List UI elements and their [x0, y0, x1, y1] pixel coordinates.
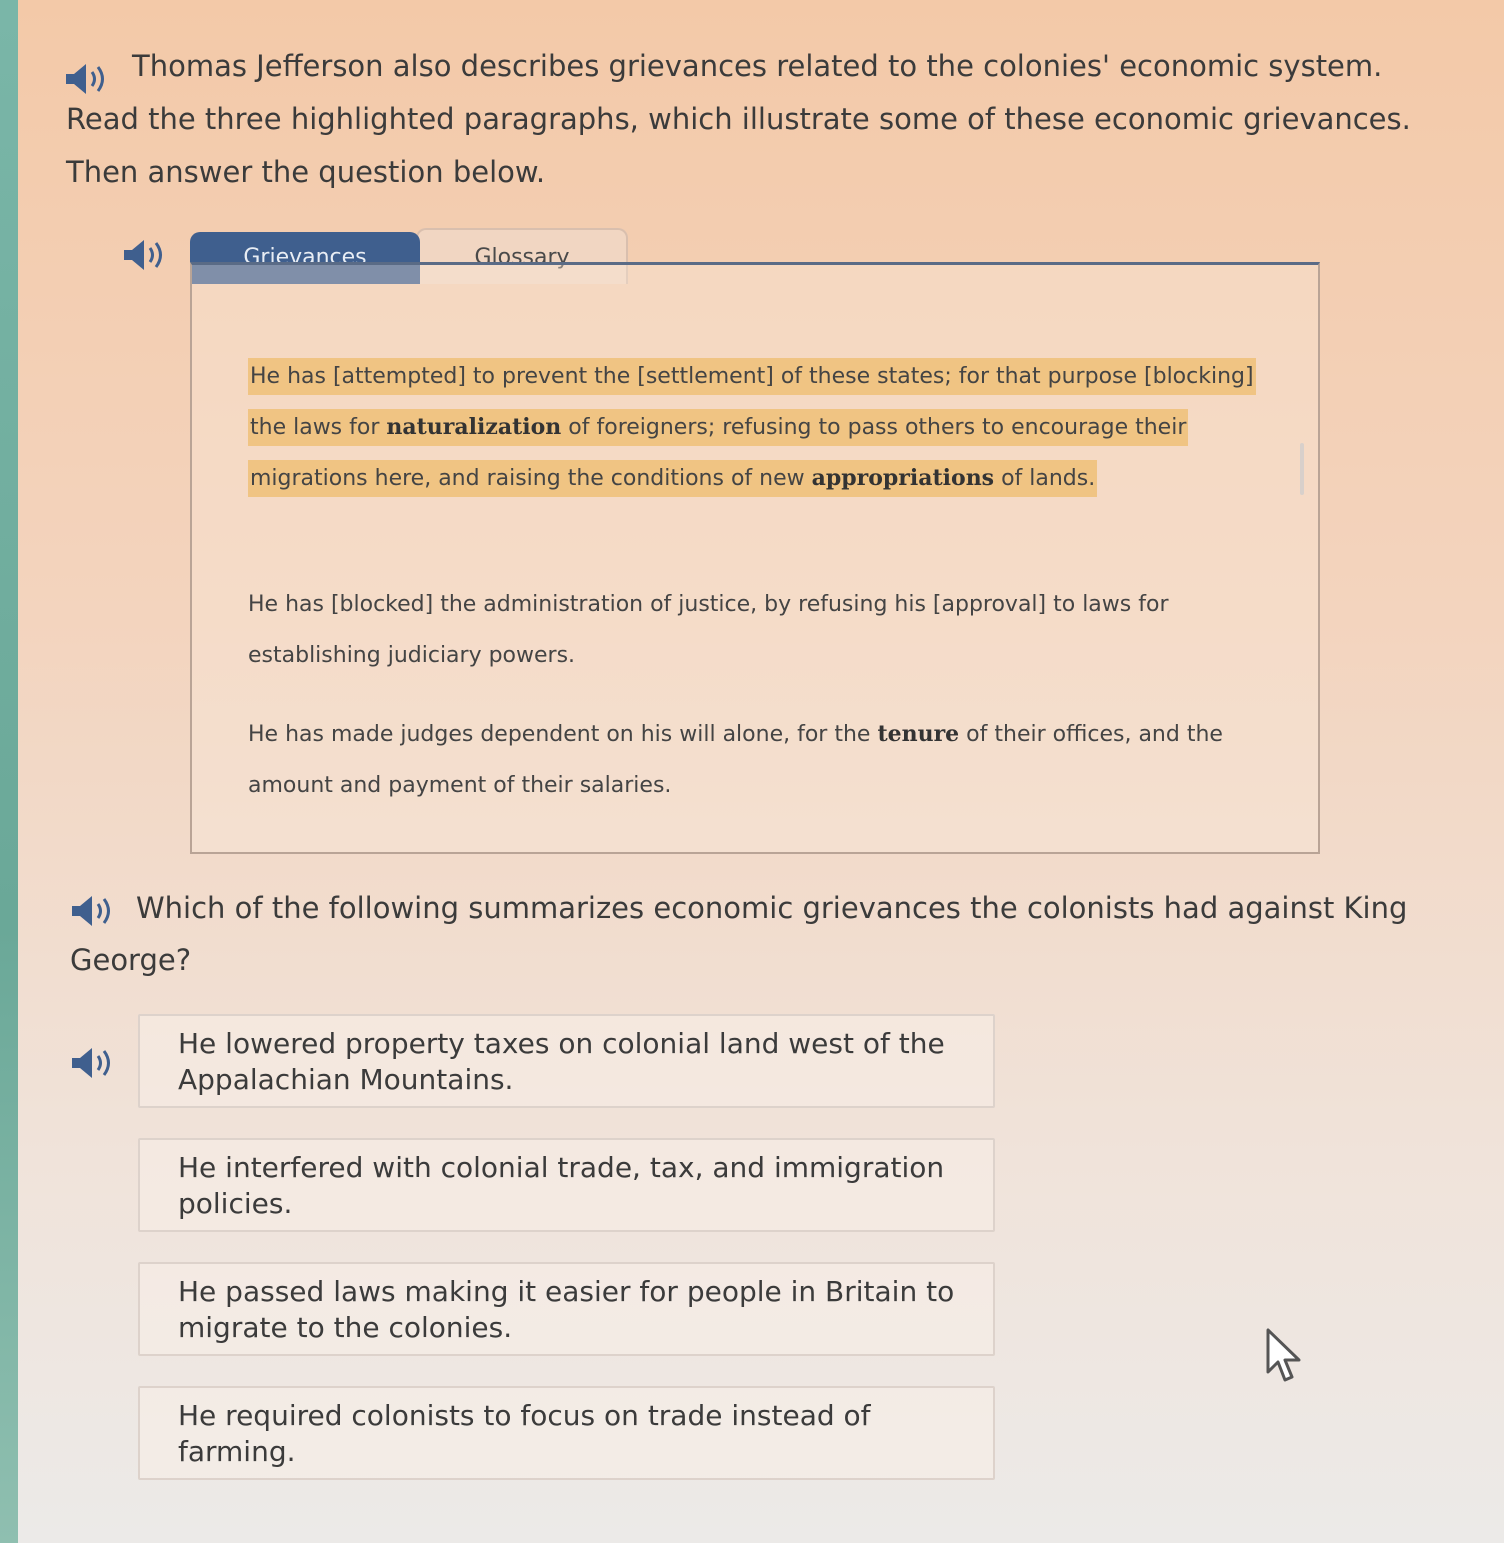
answer-option-label: He passed laws making it easier for people in Britain to migrate to the colonies. [178, 1275, 955, 1344]
passage-paragraph-2: He has [blocked] the administration of justice, by refusing his [approval] to laws for establishing judiciary powers. [248, 592, 1169, 668]
mouse-cursor-icon [1264, 1328, 1304, 1384]
answer-option-1[interactable] [138, 1014, 995, 1108]
glossary-term-appropriations[interactable]: appropriations [811, 465, 995, 491]
left-edge-strip [0, 0, 18, 1543]
question [70, 882, 1430, 986]
intro-line-2: Read the three highlighted paragraphs, which illustrate some of these economic grievances. [66, 102, 1411, 136]
answer-option-label: He required colonists to focus on trade instead of farming. [178, 1399, 871, 1468]
answer-option-label: He lowered property taxes on colonial land west of the Appalachian Mountains. [178, 1027, 945, 1096]
passage-paragraph-3: He has made judges dependent on his will alone, for the tenure of their offices, and the amount and payment of their salaries. [248, 721, 1223, 798]
highlighted-text: He has [attempted] to prevent the [settlement] of these states; for that purpose [blocking] the laws for naturalization of foreigners; refusing to pass others to encourage their migrations here, and raising the conditions of new appropriations of lands. [248, 358, 1256, 497]
glossary-term-naturalization[interactable]: naturalization [386, 414, 562, 440]
answer-option-2[interactable] [138, 1138, 995, 1232]
intro-line-1: Thomas Jefferson also describes grievances related to the colonies' economic system. [132, 49, 1383, 83]
tab-glossary[interactable]: Glossary [416, 228, 628, 284]
intro-line-3: Then answer the question below. [66, 155, 546, 189]
grievances-passage-panel [190, 262, 1320, 854]
scrollbar-thumb[interactable] [1300, 443, 1304, 495]
glossary-term-tenure[interactable]: tenure [877, 721, 960, 747]
question-text: Which of the following summarizes economic grievances the colonists had against King George? [70, 891, 1408, 977]
passage-paragraph-1 [248, 351, 1268, 504]
answer-option-label: He interfered with colonial trade, tax, and immigration policies. [178, 1151, 945, 1220]
answer-option-4[interactable] [138, 1386, 995, 1480]
intro-instructions [66, 40, 1456, 199]
speaker-icon[interactable] [122, 238, 168, 272]
answer-option-3[interactable] [138, 1262, 995, 1356]
tab-grievances[interactable]: Grievances [190, 232, 420, 284]
speaker-icon[interactable] [70, 1046, 116, 1080]
